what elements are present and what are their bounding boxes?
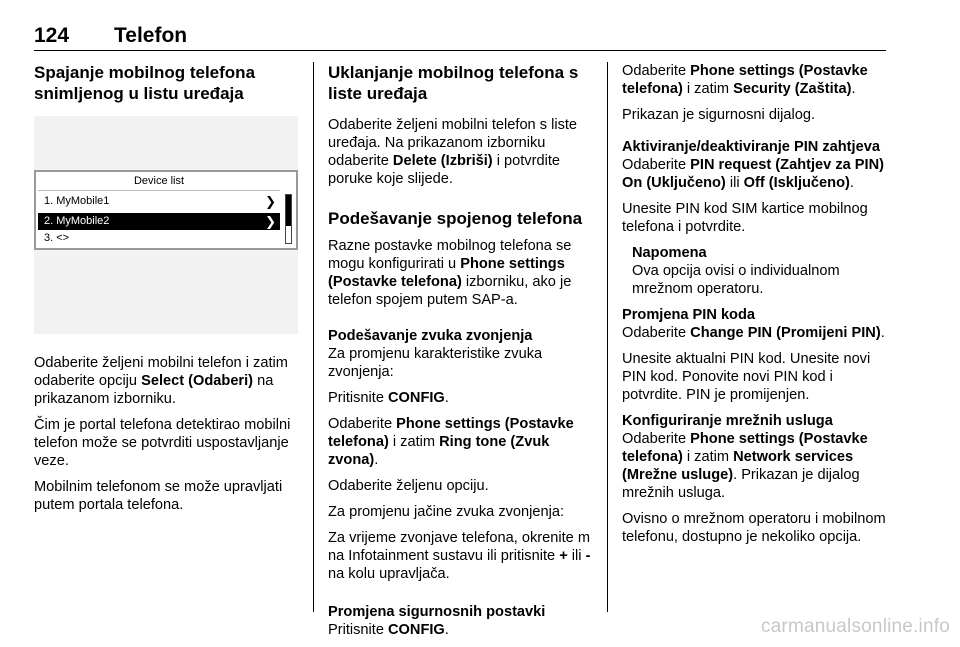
subheading-pin-request: Aktiviranje/deaktiviranje PIN zahtjeva [622, 139, 880, 155]
watermark: carmanualsonline.info [760, 616, 950, 637]
column-3 [622, 62, 890, 554]
device-list-screenshot [34, 116, 298, 334]
paragraph: Prikazan je sigurnosni dijalog. [622, 107, 816, 123]
knob-rotate-icon: m [577, 530, 591, 546]
device-list-item-label: 1. MyMobile1 [44, 195, 110, 207]
subheading-ringtone: Podešavanje zvuka zvonjenja [328, 328, 533, 344]
column-1 [34, 62, 298, 522]
subheading-security: Promjena sigurnosnih postavki [328, 604, 546, 620]
column-2 [328, 62, 596, 647]
note-text: Ova opcija ovisi o individualnom mrežnom operatoru. [632, 263, 840, 297]
paragraph: Odaberite Phone settings (Postavke telefona) i zatim Security (Zaštita). [622, 63, 868, 97]
paragraph: Za promjenu jačine zvuka zvonjenja: [328, 504, 565, 520]
paragraph: Ovisno o mrežnom operatoru i mobilnom telefonu, dostupno je nekoliko opcija. [622, 511, 886, 545]
chevron-right-icon: ❯ [265, 214, 276, 229]
paragraph: Unesite PIN kod SIM kartice mobilnog telefona i potvrdite. [622, 201, 868, 235]
paragraph: Odaberite PIN request (Zahtjev za PIN) On (Uključeno) ili Off (Isključeno). [622, 157, 884, 191]
device-list-panel [34, 170, 298, 250]
column-divider-2 [607, 62, 608, 612]
chapter-title: Telefon [114, 24, 188, 47]
device-list-item[interactable] [38, 231, 280, 246]
paragraph: Odaberite željenu opciju. [328, 478, 489, 494]
device-list-title: Device list [133, 175, 185, 187]
subheading-change-pin: Promjena PIN koda [622, 307, 756, 323]
device-list-item-label: 3. <> [44, 232, 70, 244]
column-divider-1 [313, 62, 314, 612]
paragraph: Pritisnite CONFIG. [328, 390, 449, 406]
device-list-item-label: 2. MyMobile2 [44, 215, 110, 227]
paragraph: Čim je portal telefona detektirao mobilni telefon može se potvrditi uspostavljanje veze. [34, 417, 291, 469]
chevron-right-icon: ❯ [265, 194, 276, 209]
paragraph: Odaberite Change PIN (Promijeni PIN). [622, 325, 885, 341]
device-list-item-selected[interactable] [38, 213, 280, 230]
subheading-network-services: Konfiguriranje mrežnih usluga [622, 413, 833, 429]
paragraph: Unesite aktualni PIN kod. Unesite novi PIN kod. Ponovite novi PIN kod i potvrdite. PIN je promijenjen. [622, 351, 871, 403]
scrollbar-thumb[interactable] [286, 195, 291, 226]
note-box [632, 244, 890, 298]
paragraph: Odaberite Phone settings (Postavke telefona) i zatim Network services (Mrežne usluge). Prikazan je dijalog mrežnih usluga. [622, 431, 868, 501]
note-title: Napomena [632, 245, 707, 261]
section-heading-remove: Uklanjanje mobilnog telefona s liste uređaja [328, 63, 579, 103]
paragraph: Odaberite Phone settings (Postavke telefona) i zatim Ring tone (Zvuk zvona). [328, 416, 574, 468]
paragraph: Za vrijeme zvonjave telefona, okrenite m na Infotainment sustavu ili pritisnite + ili - na kolu upravljača. [328, 530, 591, 582]
paragraph: Za promjenu karakteristike zvuka zvonjenja: [328, 346, 543, 380]
paragraph: Razne postavke mobilnog telefona se mogu konfigurirati u Phone settings (Postavke telefona) izborniku, ako je telefon spojem putem SAP-a. [328, 238, 572, 308]
paragraph: Odaberite željeni mobilni telefon i zatim odaberite opciju Select (Odaberi) na prikazanom izborniku. [34, 355, 288, 407]
paragraph: Mobilnim telefonom se može upravljati putem portala telefona. [34, 479, 283, 513]
header-rule [34, 50, 886, 51]
page-number: 124 [34, 24, 70, 47]
paragraph: Pritisnite CONFIG. [328, 622, 449, 638]
section-heading-connect: Spajanje mobilnog telefona snimljenog u listu uređaja [34, 63, 256, 103]
scrollbar[interactable] [285, 194, 292, 244]
paragraph: Odaberite željeni mobilni telefon s liste uređaja. Na prikazanom izborniku odaberite Delete (Izbriši) i potvrdite poruke koje slijede. [328, 117, 578, 187]
device-list-item[interactable] [38, 193, 280, 210]
device-list-divider [38, 190, 280, 191]
section-heading-settings: Podešavanje spojenog telefona [328, 209, 583, 228]
